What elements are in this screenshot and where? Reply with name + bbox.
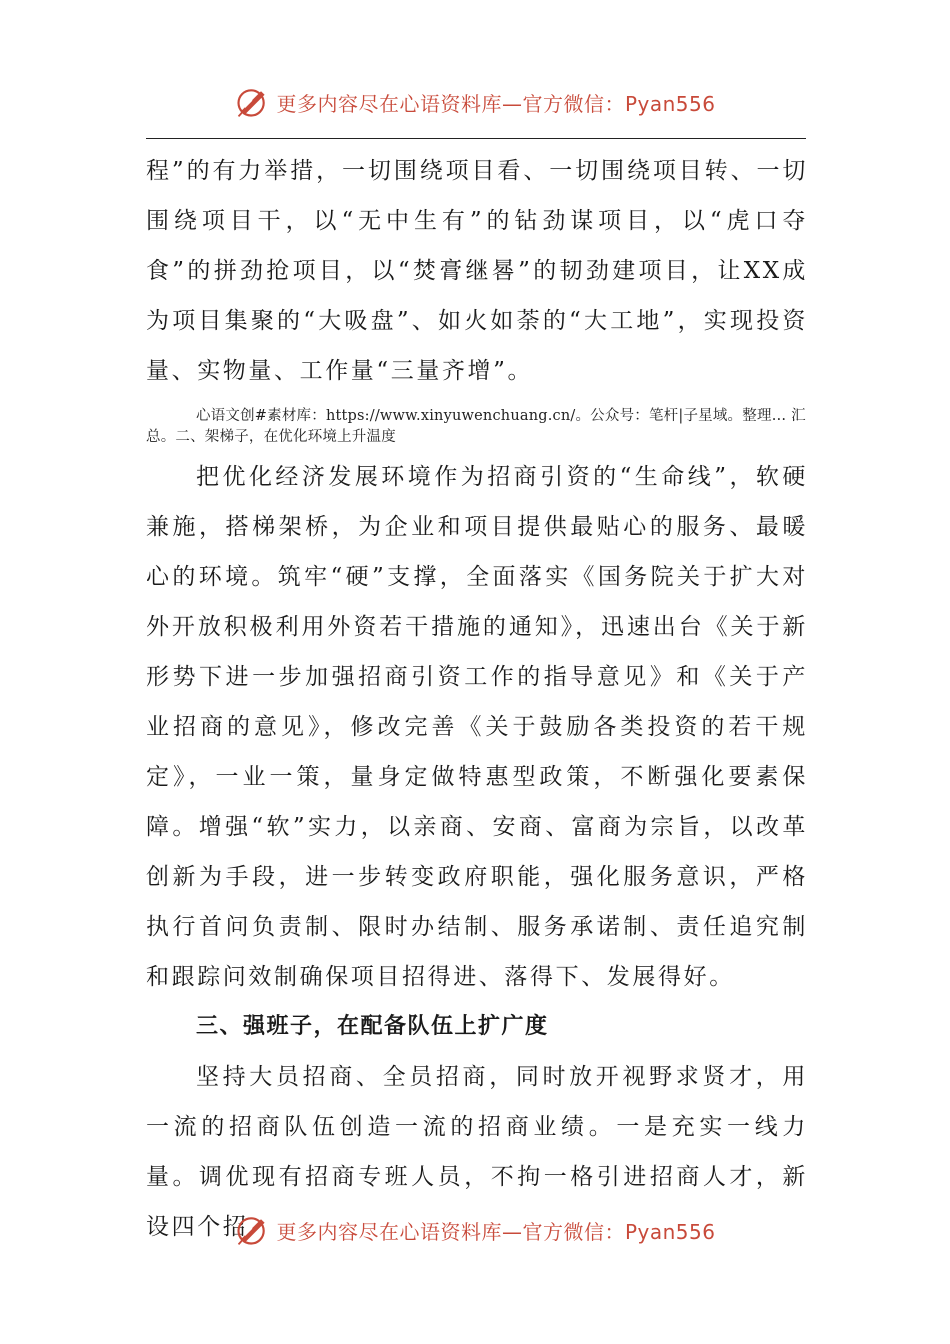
pen-logo-icon <box>234 1212 270 1248</box>
watermark-note: 心语文创#素材库：https://www.xinyuwenchuang.cn/。公众号：笔杆|子星域。整理… 汇总。二、架梯子，在优化环境上升温度 <box>146 408 806 445</box>
footer-banner-text: 更多内容尽在心语资料库—官方微信：Pyan556 <box>276 1219 716 1244</box>
document-body <box>146 146 808 1252</box>
paragraph-1: 程”的有力举措，一切围绕项目看、一切围绕项目转、一切围绕项目干，以“无中生有”的钻劲谋项目，以“虎口夺食”的拼劲抢项目，以“焚膏继晷”的韧劲建项目，让XX成为项目集聚的“大吸盘”、如火如荼的“大工地”，实现投资量、实物量、工作量“三量齐增”。 <box>146 158 808 384</box>
paragraph-2: 把优化经济发展环境作为招商引资的“生命线”，软硬兼施，搭梯架桥，为企业和项目提供最贴心的服务、最暖心的环境。筑牢“硬”支撑，全面落实《国务院关于扩大对外开放积极利用外资若干措施的通知》，迅速出台《关于新形势下进一步加强招商引资工作的指导意见》和《关于产业招商的意见》，修改完善《关于鼓励各类投资的若干规定》，一业一策，量身定做特惠型政策，不断强化要素保障。增强“软”实力，以亲商、安商、富商为宗旨，以改革创新为手段，进一步转变政府职能，强化服务意识，严格执行首问负责制、限时办结制、服务承诺制、责任追究制和跟踪问效制确保项目招得进、落得下、发展得好。 <box>146 464 808 990</box>
paragraph-3: 坚持大员招商、全员招商，同时放开视野求贤才，用一流的招商队伍创造一流的招商业绩。一是充实一线力量。调优现有招商专班人员，不拘一格引进招商人才，新设四个招 <box>146 1064 808 1240</box>
header-banner-text: 更多内容尽在心语资料库—官方微信：Pyan556 <box>276 91 716 116</box>
header-rule <box>146 138 806 139</box>
header-banner <box>0 78 950 126</box>
section-heading-3: 三、强班子，在配备队伍上扩广度 <box>196 1014 549 1039</box>
footer-banner <box>0 1206 950 1254</box>
pen-logo-icon <box>234 84 270 120</box>
